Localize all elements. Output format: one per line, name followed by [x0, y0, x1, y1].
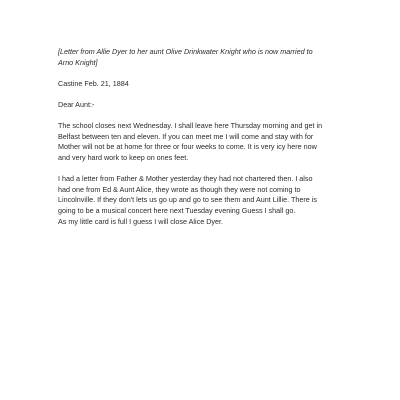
paragraph-line: Mother will not be at home for three or four weeks to come. It is very icy here now [58, 142, 317, 152]
note-line: Arno Knight] [58, 57, 98, 67]
paragraph-line: As my little card is full I guess I will close Alice Dyer. [58, 216, 223, 226]
letter-paragraph-2 [58, 174, 358, 228]
paragraph-line: The school closes next Wednesday. I shall leave here Thursday morning and get in [58, 121, 323, 130]
editorial-note [58, 47, 358, 68]
paragraph-line: Belfast between ten and eleven. If you can meet me I will come and stay with for [58, 131, 314, 141]
paragraph-line: Lincolnville. If they don't lets us go up and go to see them and Aunt Lillie. There is [58, 195, 317, 205]
letter-paragraph-1 [58, 121, 358, 164]
paragraph-line: and very hard work to keep on ones feet. [58, 153, 189, 163]
paragraph-line: had one from Ed & Aunt Alice, they wrote as though they were not coming to [58, 184, 301, 194]
note-line: [Letter from Allie Dyer to her aunt Olive Drinkwater Knight who is now married to [58, 47, 313, 56]
letter-salutation: Dear Aunt:- [58, 100, 95, 109]
paragraph-line: going to be a musical concert here next Tuesday evening Guess I shall go. [58, 206, 296, 216]
paragraph-line: I had a letter from Father & Mother yesterday they had not chartered then. I also [58, 174, 313, 183]
letter-date: Castine Feb. 21, 1884 [58, 79, 129, 88]
